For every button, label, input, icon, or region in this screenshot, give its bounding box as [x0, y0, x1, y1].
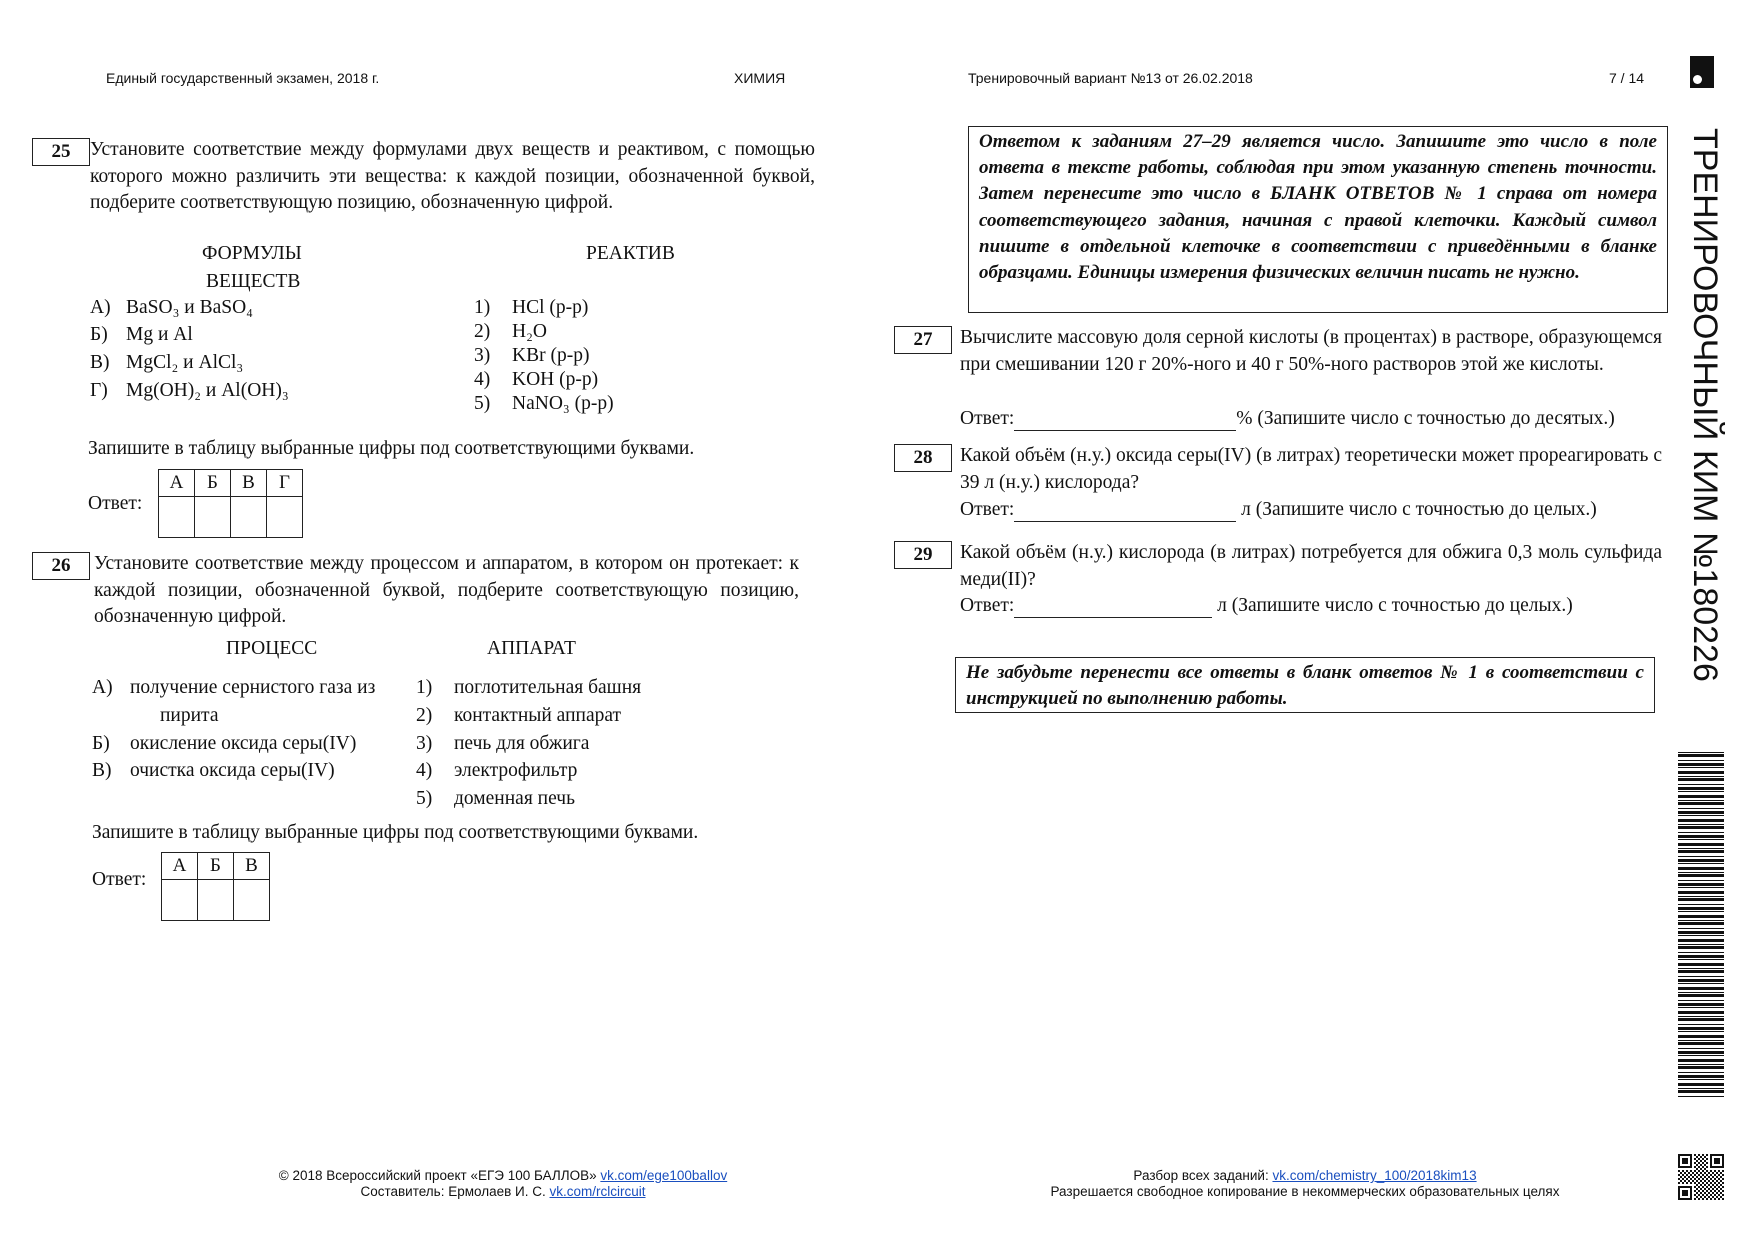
footer-right [1000, 1168, 1610, 1200]
reminder-box: Не забудьте перенести все ответы в бланк ответов № 1 в соответствии с инструкцией по выполнению работы. [955, 657, 1655, 713]
q26-apparatus-5: доменная печь [454, 788, 575, 809]
q26-col2-header: АППАРАТ [487, 638, 576, 659]
q26-answer-cell[interactable] [198, 880, 234, 921]
q28-number-box: 28 [894, 444, 952, 472]
q25-item-v: MgCl₂ и AlCl₃ [126, 352, 244, 373]
q25-answer-label: Ответ: [88, 493, 143, 514]
q27-number-box: 27 [894, 326, 952, 354]
q25-reagent-5: NaNO₃ (р-р) [512, 393, 614, 414]
q25-num-5: 5) [474, 393, 491, 414]
header-subject: ХИМИЯ [734, 70, 786, 86]
header-variant: Тренировочный вариант №13 от 26.02.2018 [968, 70, 1253, 86]
q25-num-1: 1) [474, 297, 491, 318]
footer-link-ege100[interactable]: vk.com/ege100ballov [600, 1168, 728, 1183]
q29-number-box: 29 [894, 541, 952, 569]
q26-apparatus-4: электрофильтр [454, 760, 578, 781]
q25-reagent-1: HCl (р-р) [512, 297, 589, 318]
q25-table-header-v: В [231, 470, 267, 497]
q29-answer-row [960, 594, 1573, 618]
q28-answer-label: Ответ: [960, 499, 1015, 520]
q26-table-header-v: В [234, 853, 270, 880]
q26-text: Установите соответствие между процессом и аппаратом, в котором он протекает: к каждой позиции, обозначенной буквой, подберите соответствующую позицию, обозначенную цифрой. [94, 553, 799, 627]
q25-number-box: 25 [32, 138, 90, 166]
q26-process-v: очистка оксида серы(IV) [130, 760, 335, 781]
q26-num-3: 3) [416, 733, 433, 754]
q26-num-1: 1) [416, 677, 433, 698]
q26-process-a-cont: пирита [160, 705, 219, 726]
q25-answer-cell[interactable] [159, 497, 195, 538]
q25-num-4: 4) [474, 369, 491, 390]
q26-process-b: окисление оксида серы(IV) [130, 733, 357, 754]
footer-copy-permission: Разрешается свободное копирование в некоммерческих образовательных целях [1050, 1184, 1560, 1199]
q29-answer-hint: л (Запишите число с точностью до целых.) [1217, 595, 1573, 616]
q26-answer-cell[interactable] [234, 880, 270, 921]
q25-num-2: 2) [474, 321, 491, 342]
q25-col1-header: ФОРМУЛЫ [202, 243, 302, 264]
q27-text: Вычислите массовую доля серной кислоты (в процентах) в растворе, образующемся при смешивании 120 г 20%-ного и 40 г 50%-ного растворов этой же кислоты. [960, 327, 1662, 375]
q25-reagent-2: H₂O [512, 321, 547, 342]
corner-marker [1690, 56, 1714, 88]
q29-answer-field[interactable] [1014, 599, 1212, 618]
q26-letter-a: А) [92, 677, 113, 698]
instruction-box: Ответом к заданиям 27–29 является число. Запишите это число в поле ответа в тексте работы, соблюдая при этом указанную степень точности. Затем перенесите это число в БЛАНК ОТВЕТОВ № 1 справа от номера соответствующего задания, начиная с правой клеточки. Каждый символ пишите в отдельной клеточке в соответствии с приведёнными в бланке образцами. Единицы измерения физических величин писать не нужно. [968, 126, 1668, 313]
footer-author: Составитель: Ермолаев И. С. [360, 1184, 546, 1199]
q25-answer-table [158, 469, 303, 538]
header-page-number: 7 / 14 [1609, 70, 1645, 86]
q26-letter-v: В) [92, 760, 112, 781]
q25-answer-cell[interactable] [195, 497, 231, 538]
qr-code-icon [1678, 1154, 1724, 1200]
q26-process-a: получение сернистого газа из [130, 677, 376, 698]
q28-answer-field[interactable] [1014, 503, 1236, 522]
q25-table-header-g: Г [267, 470, 303, 497]
q28-answer-row [960, 498, 1597, 522]
q25-answer-cell[interactable] [231, 497, 267, 538]
q26-num-4: 4) [416, 760, 433, 781]
q27-answer-hint: % (Запишите число с точностью до десятых.) [1236, 408, 1615, 429]
q27-answer-label: Ответ: [960, 408, 1015, 429]
q26-number-box: 26 [32, 552, 90, 580]
q25-reagent-4: KOH (р-р) [512, 369, 599, 390]
q26-letter-b: Б) [92, 733, 110, 754]
q25-reagent-3: KBr (р-р) [512, 345, 590, 366]
q25-letter-v: В) [90, 352, 110, 373]
q26-apparatus-3: печь для обжига [454, 733, 590, 754]
q25-item-g: Mg(OH)₂ и Al(OH)₃ [126, 380, 289, 401]
footer-analysis-label: Разбор всех заданий: [1133, 1168, 1269, 1183]
q26-num-2: 2) [416, 705, 433, 726]
q25-answer-cell[interactable] [267, 497, 303, 538]
q25-text: Установите соответствие между формулами двух веществ и реактивом, с помощью которого можно различить эти вещества: к каждой позиции, обозначенной буквой, подберите соответствующую позицию, обозначенную цифрой. [90, 139, 815, 213]
q26-col1-header: ПРОЦЕСС [226, 638, 318, 659]
q26-num-5: 5) [416, 788, 433, 809]
q26-table-header-a: А [162, 853, 198, 880]
q26-apparatus-2: контактный аппарат [454, 705, 622, 726]
footer-link-analysis[interactable]: vk.com/chemistry_100/2018kim13 [1272, 1168, 1477, 1183]
q25-item-b: Mg и Al [126, 324, 193, 345]
q25-col2-header: РЕАКТИВ [586, 243, 675, 264]
q26-answer-label: Ответ: [92, 869, 147, 890]
side-label: ТРЕНИРОВОЧНЫЙ КИМ №180226 [1686, 128, 1724, 682]
q26-answer-table [161, 852, 270, 921]
header-exam-title: Единый государственный экзамен, 2018 г. [106, 70, 380, 86]
q26-table-header-b: Б [198, 853, 234, 880]
q27-answer-row [960, 407, 1615, 431]
q26-instruction: Запишите в таблицу выбранные цифры под соответствующими буквами. [92, 822, 699, 843]
q28-answer-hint: л (Запишите число с точностью до целых.) [1241, 499, 1597, 520]
footer-left [186, 1168, 820, 1200]
q29-answer-label: Ответ: [960, 595, 1015, 616]
q25-item-a: BaSO₃ и BaSO₄ [126, 297, 253, 318]
q29-text: Какой объём (н.у.) кислорода (в литрах) потребуется для обжига 0,3 моль сульфида меди(II)? [960, 542, 1662, 590]
q25-letter-b: Б) [90, 324, 108, 345]
q26-answer-cell[interactable] [162, 880, 198, 921]
q27-answer-field[interactable] [1014, 412, 1236, 431]
q28-text: Какой объём (н.у.) оксида серы(IV) (в литрах) теоретически может прореагировать с 39 л (н.у.) кислорода? [960, 445, 1662, 493]
q25-letter-g: Г) [90, 380, 108, 401]
footer-copyright: © 2018 Всероссийский проект «ЕГЭ 100 БАЛЛОВ» [278, 1168, 597, 1183]
footer-link-author[interactable]: vk.com/rclcircuit [549, 1184, 646, 1199]
q25-num-3: 3) [474, 345, 491, 366]
q25-letter-a: А) [90, 297, 111, 318]
q25-table-header-b: Б [195, 470, 231, 497]
q25-col1-header-2: ВЕЩЕСТВ [206, 271, 301, 292]
q25-instruction: Запишите в таблицу выбранные цифры под соответствующими буквами. [88, 438, 695, 459]
barcode-icon [1678, 752, 1724, 1100]
q25-table-header-a: А [159, 470, 195, 497]
q26-apparatus-1: поглотительная башня [454, 677, 642, 698]
